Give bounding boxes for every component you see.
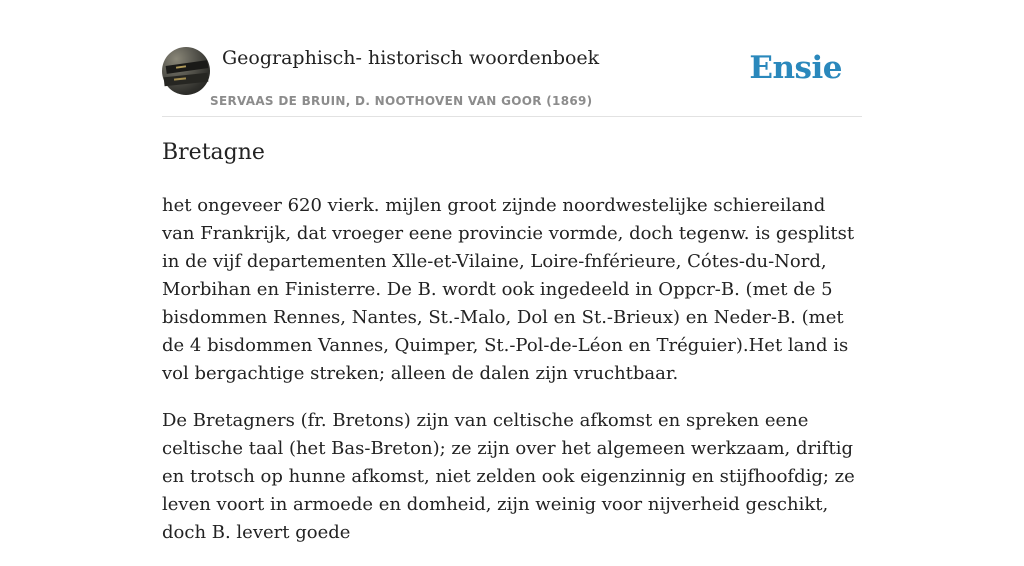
book-title-link[interactable]: Geographisch- historisch woordenboek <box>222 47 600 69</box>
entry-paragraph: De Bretagners (fr. Bretons) zijn van celtische afkomst en spreken eene celtische taal (het Bas-Breton); ze zijn over het algemeen werkzaam, driftig en trotsch op hunne afkomst, niet zelden ook eigenzinnig en stijfhoofdig; ze leven voort in armoede en domheid, zijn weinig voor nijverheid geschikt, doch B. levert goede <box>162 410 855 543</box>
book-header <box>162 46 862 117</box>
entry-paragraph: het ongeveer 620 vierk. mijlen groot zijnde noordwestelijke schiereiland van Frankrijk, dat vroeger eene provincie vormde, doch tegenw. is gesplitst in de vijf departementen Xlle-et-Vilaine, Loire-fnférieure, Cótes-du-Nord, Morbihan en Finisterre. De B. wordt ook ingedeeld in Oppcr-B. (met de 5 bisdommen Rennes, Nantes, St.-Malo, Dol en St.-Brieux) en Neder-B. (met de 4 bisdommen Vannes, Quimper, St.-Pol-de-Léon en Tréguier).Het land is vol bergachtige streken; alleen de dalen zijn vruchtbaar. <box>162 195 855 384</box>
entry-body <box>162 192 862 566</box>
book-cover-thumbnail[interactable] <box>162 47 210 95</box>
ensie-logo[interactable]: Ensie <box>749 50 842 86</box>
entry-title: Bretagne <box>162 140 265 165</box>
book-authors: SERVAAS DE BRUIN, D. NOOTHOVEN VAN GOOR (1869) <box>210 94 593 108</box>
